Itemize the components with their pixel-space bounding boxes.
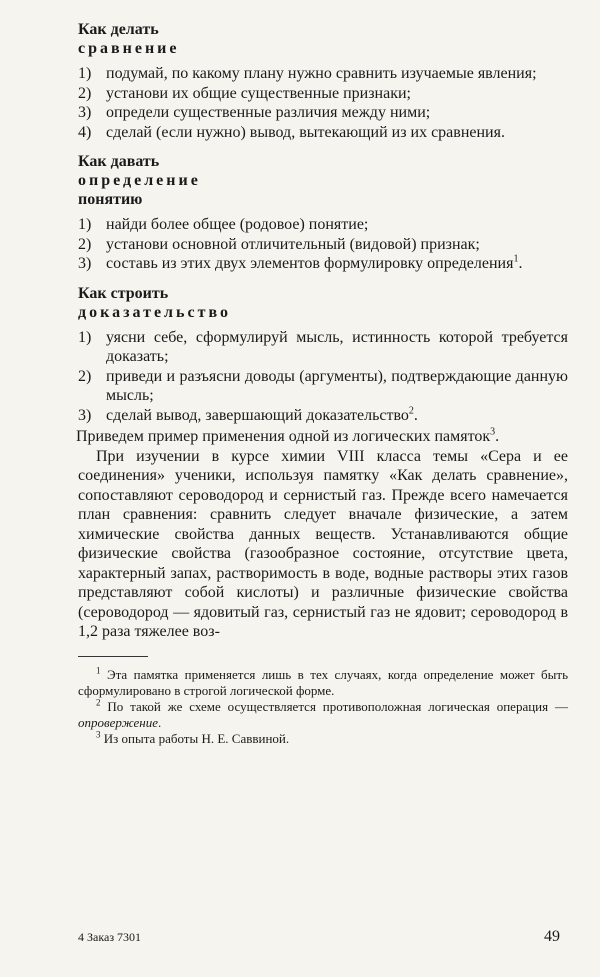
item-text: уясни себе, сформулируй мысль, истинность которой требуется доказать; — [106, 328, 568, 365]
section-heading — [78, 152, 568, 209]
item-number: 4) — [78, 123, 92, 141]
page-content — [78, 20, 568, 747]
section-title-line2: доказательство — [78, 303, 231, 321]
footnote-text: Из опыта работы Н. Е. Саввиной. — [103, 730, 290, 746]
section-title-line1: Как давать — [78, 153, 160, 170]
list-item — [78, 123, 568, 143]
footnote — [78, 667, 568, 699]
item-number: 3) — [78, 255, 92, 272]
section-title-line2: сравнение — [78, 40, 180, 57]
footnote-mark: 1 — [96, 665, 101, 676]
section-title-line3: понятию — [78, 191, 143, 208]
list-item — [78, 84, 568, 104]
steps-list — [78, 64, 568, 142]
item-text-wrap: составь из этих двух элементов формулировку определения$^1$. — [106, 253, 523, 272]
item-number: 1) — [78, 65, 92, 82]
steps-list — [78, 328, 568, 426]
list-item — [78, 328, 568, 367]
item-text: определи существенные различия между ними; — [106, 104, 431, 121]
item-text: найди более общее (родовое) понятие; — [106, 216, 369, 233]
section-heading — [78, 284, 568, 322]
list-item — [78, 254, 568, 274]
printer-signature: 4 Заказ 7301 — [78, 930, 142, 944]
item-number: 3) — [78, 104, 92, 121]
list-item — [78, 215, 568, 235]
item-text: приведи и разъясни доводы (аргументы), подтверждающие данную мысль; — [106, 367, 568, 404]
list-item — [78, 367, 568, 406]
section-heading — [78, 20, 568, 58]
item-text: подумай, по какому плану нужно сравнить изучаемые явления; — [106, 65, 537, 82]
list-item — [78, 235, 568, 255]
page-footer — [78, 928, 560, 946]
section-definition — [78, 152, 568, 274]
footnote — [78, 699, 568, 731]
item-text: сделай вывод, завершающий доказательство — [106, 406, 409, 424]
item-text: установи основной отличительный (видовой) признак; — [106, 235, 480, 253]
item-number: 3) — [78, 406, 92, 424]
item-text-wrap: сделай вывод, завершающий доказательство$^2$. — [106, 405, 418, 424]
list-item — [78, 64, 568, 84]
body-paragraph: При изучении в курсе химии VIII класса темы «Сера и ее соединения» ученики, используя памятку «Как делать сравнение», сопоставляют сероводород и сернистый газ. Прежде всего намечается план сравнения: сравнить следует вначале физические, а затем химические свойства данных веществ. Устанавливаются общие физические свойства (газообразное состояние, отсутствие цвета, характерный запах, растворимость в воде, водные растворы этих газов представляют собой кислоты) и различные физические свойства (сероводород — ядовитый газ, сернистый газ не ядовит; сероводород в 1,2 раза тяжелее воз- — [78, 447, 568, 640]
footnote-mark: 3 — [96, 729, 101, 740]
item-number: 2) — [78, 235, 92, 253]
page-number: 49 — [544, 928, 560, 945]
footnote-divider — [78, 656, 148, 657]
footnote-text: По такой же схеме осуществляется противоположная логическая операция — — [107, 698, 568, 714]
footnote — [78, 731, 568, 747]
item-number: 1) — [78, 216, 92, 233]
item-number: 2) — [78, 84, 92, 102]
section-proof — [78, 284, 568, 426]
footnote-mark: 2 — [96, 697, 101, 708]
item-text: составь из этих двух элементов формулировку определения — [106, 255, 514, 272]
footnote-text-end: . — [158, 714, 162, 730]
list-item — [78, 103, 568, 123]
footnote-text: Эта памятка применяется лишь в тех случаях, когда определение может быть сформулировано в строгой логической форме. — [78, 666, 568, 698]
section-title-line1: Как строить — [78, 284, 169, 302]
section-title-line1: Как делать — [78, 21, 159, 38]
list-item — [78, 406, 568, 426]
item-number: 1) — [78, 328, 92, 346]
intro-text: Приведем пример применения одной из логических памяток — [76, 428, 491, 445]
footnote-italic-term: опровержение — [78, 714, 158, 730]
section-title-line2: определение — [78, 172, 201, 189]
section-comparison — [78, 20, 568, 142]
item-text: сделай (если нужно) вывод, вытекающий из их сравнения. — [106, 123, 505, 141]
footnote-ref: 2 — [408, 405, 414, 417]
intro-paragraph: Приведем пример применения одной из логических памяток$^3$. — [76, 426, 500, 445]
item-text: установи их общие существенные признаки; — [106, 84, 411, 102]
footnote-ref: 1 — [513, 253, 519, 265]
steps-list — [78, 215, 568, 274]
item-number: 2) — [78, 367, 92, 385]
footnote-ref: 3 — [490, 426, 496, 438]
